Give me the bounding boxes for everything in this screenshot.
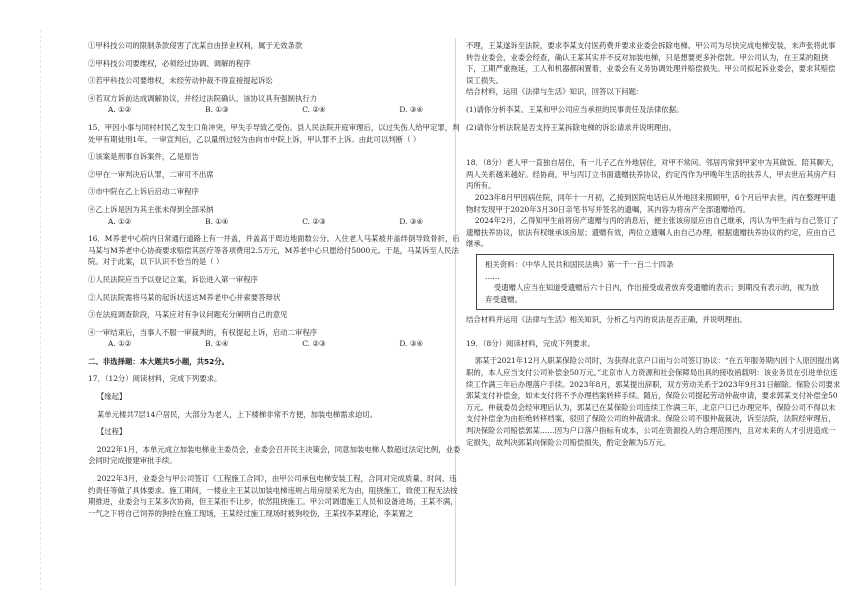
q16-choice-c[interactable]: C. ②③ bbox=[302, 339, 326, 349]
q14-option-4: ④若双方诉前达成调解协议，并经过法院确认，该协议具有强制执行力 bbox=[88, 93, 318, 103]
q17-tag-process: 【过程】 bbox=[96, 427, 127, 437]
q16-option-1: ①人民法院应当予以登记立案，诉讼进入第一审程序 bbox=[88, 274, 258, 284]
q17-tag-origin: 【缘起】 bbox=[96, 392, 127, 402]
q18-paragraph-3: 2024年2月，乙得知甲生前将房产遗赠与丙的消息后，便主张该房屋应由自己继承，丙认为甲生前与自己签订了遗赠扶养协议，依法有权继承该房屋；遗赠有效，两位立遗嘱人由自己办理，根据遗赠扶养协议的约定，应由自己继承。 bbox=[466, 216, 839, 249]
q16-stem: 16．M养老中心院内日常通行道路上有一井盖，并盖高于周边地面数公分。入住老人马某被井盖绊倒导致骨折，后马某与M养老中心协商要求赔偿其医疗等各项费用2.5万元，M养老中心只愿给付5000元。于是，马某诉至人民法院。对于此案，以下认识不恰当的是（ ） bbox=[88, 234, 460, 267]
q15-option-1: ①该案是刑事自诉案件，乙是原告 bbox=[88, 152, 199, 162]
q16-choice-d[interactable]: D. ③④ bbox=[399, 339, 423, 349]
q16-option-4: ④一审结束后，当事人不服一审裁判的，有权提起上诉，启动二审程序 bbox=[88, 327, 318, 337]
q19-paragraph: 郭某于2021年12月入职某保险公司时，为获得北京户口而与公司签订协议：“在五年服务期内因个人原因提出离职的，本人应当支付公司补偿金50万元。”北京市人力资源和社会保障局出具的接收函载明：该业务员在引进单位连续工作满三年后办理落户手续。2023年8月，郭某提出辞职，双方劳动关系于2023年9月31日解除。保险公司要求郭某支付补偿金，如未支付将不予办理档案转移手续。随后，保险公司提起劳动仲裁申请，要求郭某支付补偿金50万元。仲裁委员会经审理后认为，郭某已在某保险公司连续工作满三年，北京户口已办理完毕，保险公司不得以未支付补偿金为由拒绝转移档案，驳回了保险公司的仲裁请求。保险公司不服仲裁裁决，诉至法院，法院经审理后，判决保险公司赔偿郭某……因为户口落户指标有成本，公司在资源投入的合理范围内，且对未来的人才引进造成一定损失，故判决郭某向保险公司赔偿损失，酌定金额为5万元。 bbox=[466, 356, 841, 447]
q14-choice-b[interactable]: B. ①③ bbox=[205, 105, 229, 115]
q14-choice-a[interactable]: A. ①② bbox=[108, 105, 132, 115]
q16-choice-b[interactable]: B. ①④ bbox=[205, 339, 229, 349]
q14-choices bbox=[88, 104, 463, 116]
reference-ellipsis: …… bbox=[485, 271, 500, 281]
q16-option-3: ③在法庭调查阶段，马某应对有争议问题充分阐明自己的意见 bbox=[88, 310, 288, 320]
q16-choice-a[interactable]: A. ①② bbox=[108, 339, 132, 349]
q17-paragraph-3: 2022年3月，业委会与甲公司签订《工程施工合同》，由甲公司承包电梯安装工程，合同对完成质量、时间、违约责任等做了具体要求。施工期间，一楼业主王某以加装电梯违规占用房屋采光为由，阻挠施工，致使工程无法按期推进，业委会与王某多次协商，但王某拒不让步，依然阻挠施工。甲公司调遣施工人员和设备进场，王某不满，一气之下将自己饲养的狗拴在施工现场，王某经过施工现场时被狗咬伤，王某找李某理论，李某置之 bbox=[88, 474, 458, 518]
q16-choices bbox=[88, 338, 463, 350]
left-column bbox=[88, 40, 463, 519]
q15-choices bbox=[88, 216, 463, 228]
q17-stem: 17．（12分）阅读材料，完成下列要求。 bbox=[88, 374, 222, 384]
q16-option-2: ②人民法院需将马某的起诉状送达M养老中心并索要答辩状 bbox=[88, 292, 281, 302]
q17-instruction: 结合材料，运用《法律与生活》知识，回答以下问题： bbox=[466, 87, 644, 97]
q15-option-3: ③市中院在乙上诉后启动二审程序 bbox=[88, 187, 199, 197]
q19-stem: 19．（8分）阅读材料，完成下列要求。 bbox=[466, 338, 595, 348]
q17-paragraph-1: 某单元楼共7层14户居民，大部分为老人，上下楼梯非常不方便，加装电梯需求迫切。 bbox=[96, 409, 378, 419]
binding-fold-line bbox=[40, 30, 42, 590]
q17-paragraph-2: 2022年1月，本单元成立加装电梯业主委员会，业委会召开民主决策会，同意加装电梯人数超过法定比例，业委会同时完成报建审批手续。 bbox=[88, 444, 461, 466]
q15-option-4: ④乙上诉是因为其主张未得到全部采纳 bbox=[88, 204, 214, 214]
q15-choice-a[interactable]: A. ①② bbox=[108, 216, 132, 226]
q14-choice-c[interactable]: C. ②④ bbox=[302, 105, 326, 115]
section-heading-nonchoice: 二、非选择题：本大题共5小题，共52分。 bbox=[88, 356, 230, 366]
q15-choice-b[interactable]: B. ①④ bbox=[205, 216, 229, 226]
q14-option-3: ③若甲科技公司要维权，未经劳动仲裁不得直接提起诉讼 bbox=[88, 76, 273, 86]
q18-ask: 结合材料并运用《法律与生活》相关知识，分析乙与丙的说法是否正确，并说明理由。 bbox=[466, 315, 747, 325]
reference-box bbox=[476, 254, 834, 310]
q17-continued: 不理，王某遂诉至法院，要求李某支付医药费并要求业委会拆除电梯。甲公司为尽快完成电梯安装，未声张将此事转告业委会，业委会经查，确认王某其实并不反对加装电梯，只是想要更多补偿款。甲公司认为，在王某的阻挠下，工期严重拖延，工人和机器都闲置着，业委会有义务协调处理并赔偿损失。甲公司拟起诉业委会，要求其赔偿误工损失。 bbox=[466, 41, 836, 85]
q15-choice-d[interactable]: D. ③④ bbox=[399, 216, 423, 226]
reference-text: 受遗赠人应当在知道受遗赠后六十日内，作出接受或者放弃受遗赠的表示；到期没有表示的，视为放弃受遗赠。 bbox=[485, 283, 820, 304]
q17-ask-2: (2)请你分析法院是否支持王某拆除电梯的诉讼请求并说明理由。 bbox=[466, 122, 677, 132]
q15-option-2: ②甲在一审判决后认罪，二审可不出席 bbox=[88, 169, 214, 179]
q18-paragraph-2: 2023年8月甲因病住院，同年十一月初，乙接到医院电话后从外地回来照顾甲，6个月后甲去世，丙在整理甲遗物时发现甲于2020年3月30日亲笔书写并签名的遗嘱，其内容为将房产全部遗赠给丙。 bbox=[466, 192, 836, 214]
q14-option-1: ①甲科技公司的限制条款侵害了沈某自由择业权利，属于无效条款 bbox=[88, 41, 303, 50]
q15-choice-c[interactable]: C. ②③ bbox=[302, 216, 326, 226]
reference-title: 相关资料：《中华人民共和国民法典》第一千一百二十四条 bbox=[485, 259, 674, 269]
q17-ask-1: (1)请你分析李某、王某和甲公司应当承担的民事责任及法律依据。 bbox=[466, 104, 684, 114]
right-column bbox=[466, 40, 841, 448]
q14-option-2: ②甲科技公司要维权，必须经过协调、调解的程序 bbox=[88, 58, 251, 68]
q14-choice-d[interactable]: D. ③④ bbox=[399, 105, 423, 115]
q18-stem: 18．（8分）老人甲一直独自居住，有一儿子乙在外地居住，对甲不常问。邻居丙常到甲家中为其做饭、陪其聊天，两人关系越来越好。经协商，甲与丙订立书面遗赠扶养协议，约定丙作为甲晚年生活的扶养人，甲去世后其房产归丙所有。 bbox=[466, 158, 839, 191]
q15-stem: 15．甲因小事与同村村民乙发生口角冲突，甲失手导致乙受伤。县人民法院开庭审理后，以过失伤人给甲定罪，判处甲有期徒刑1年。一审宣判后，乙以量刑过轻为由向市中院上诉，甲认罪不上诉。由此可以判断（ ） bbox=[88, 122, 460, 144]
